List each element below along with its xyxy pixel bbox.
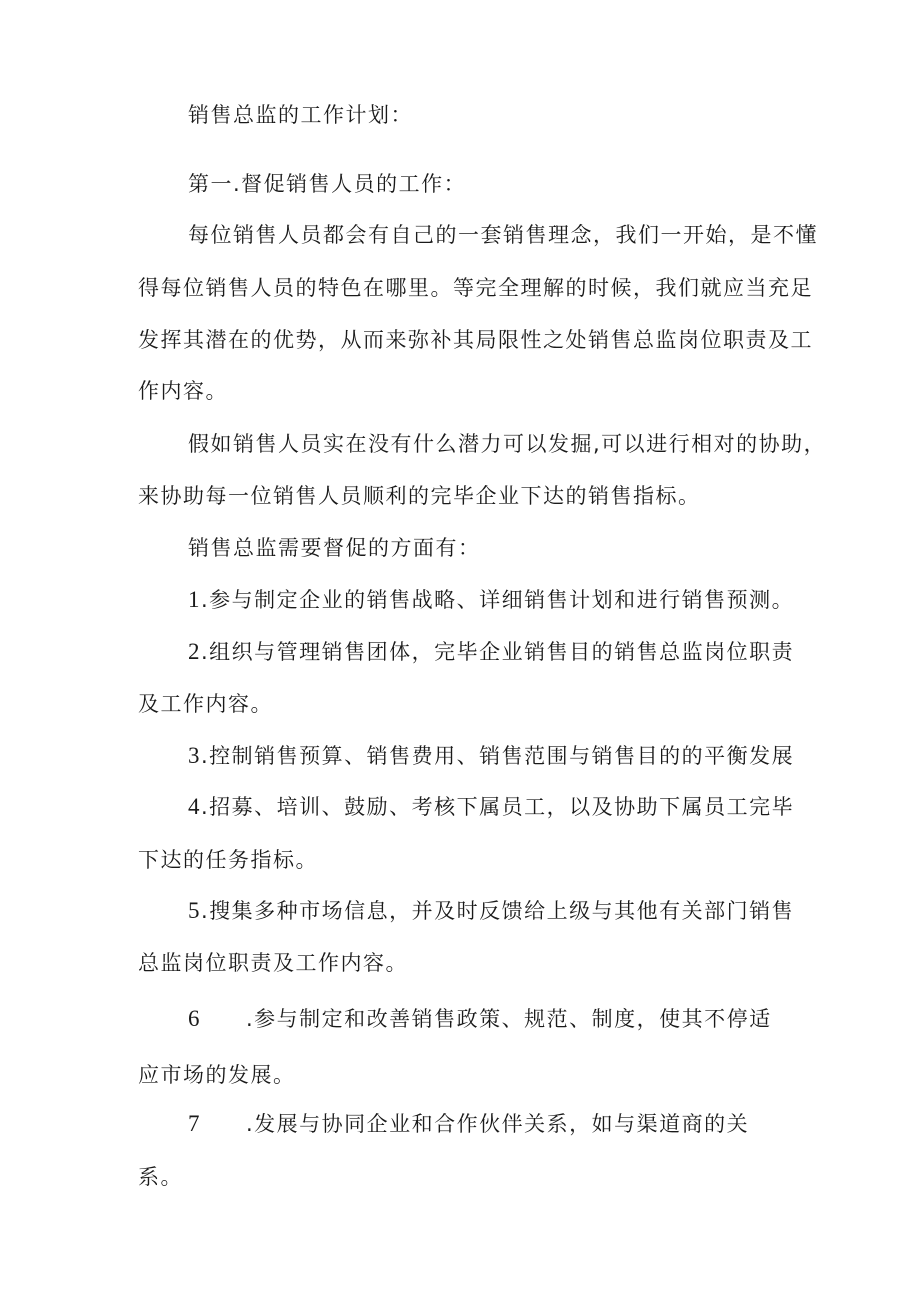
list-item-number: 6 bbox=[188, 1006, 201, 1031]
list-item-number: 1 bbox=[188, 587, 201, 612]
list-item-continuation: 下达的任务指标。 bbox=[138, 848, 318, 872]
list-item-number: 5 bbox=[188, 898, 201, 923]
list-item-number: 3 bbox=[188, 743, 201, 768]
paragraph-line: 发挥其潜在的优势，从而来弥补其局限性之处销售总监岗位职责及工 bbox=[138, 328, 813, 352]
list-item-continuation: 应市场的发展。 bbox=[138, 1063, 296, 1087]
list-item-continuation: 总监岗位职责及工作内容。 bbox=[138, 951, 408, 975]
list-item bbox=[188, 793, 794, 821]
list-item-text: .发展与协同企业和合作伙伴关系，如与渠道商的关 bbox=[246, 1112, 750, 1136]
list-item-text: .控制销售预算、销售费用、销售范围与销售目的的平衡发展 bbox=[201, 744, 795, 768]
list-item-text: .参与制定企业的销售战略、详细销售计划和进行销售预测。 bbox=[201, 588, 795, 612]
list-item bbox=[188, 742, 794, 770]
list-item-continuation: 及工作内容。 bbox=[138, 692, 273, 716]
document-title: 销售总监的工作计划： bbox=[188, 103, 413, 127]
list-item bbox=[188, 1110, 749, 1138]
paragraph-line: 得每位销售人员的特色在哪里。等完全理解的时候，我们就应当充足 bbox=[138, 276, 813, 300]
list-intro: 销售总监需要督促的方面有： bbox=[188, 536, 481, 560]
list-item-text: .参与制定和改善销售政策、规范、制度，使其不停适 bbox=[246, 1007, 772, 1031]
list-item bbox=[188, 1005, 772, 1033]
paragraph-line: 作内容。 bbox=[138, 379, 228, 403]
list-item-text: .招募、培训、鼓励、考核下属员工，以及协助下属员工完毕 bbox=[201, 795, 795, 819]
list-item bbox=[188, 586, 794, 614]
list-item-number: 2 bbox=[188, 639, 201, 664]
paragraph-line: 来协助每一位销售人员顺利的完毕企业下达的销售指标。 bbox=[138, 484, 701, 508]
list-item-text: .搜集多种市场信息，并及时反馈给上级与其他有关部门销售 bbox=[201, 899, 795, 923]
list-item-continuation: 系。 bbox=[138, 1165, 183, 1189]
paragraph-line: 假如销售人员实在没有什么潜力可以发掘,可以进行相对的协助， bbox=[188, 432, 827, 456]
list-item bbox=[188, 638, 794, 666]
list-item-text: .组织与管理销售团体，完毕企业销售目的销售总监岗位职责 bbox=[201, 640, 795, 664]
list-item bbox=[188, 897, 794, 925]
paragraph-line: 每位销售人员都会有自己的一套销售理念，我们一开始，是不懂 bbox=[188, 223, 818, 247]
section-heading: 第一.督促销售人员的工作： bbox=[188, 172, 467, 196]
list-item-number: 7 bbox=[188, 1111, 201, 1136]
list-item-number: 4 bbox=[188, 794, 201, 819]
